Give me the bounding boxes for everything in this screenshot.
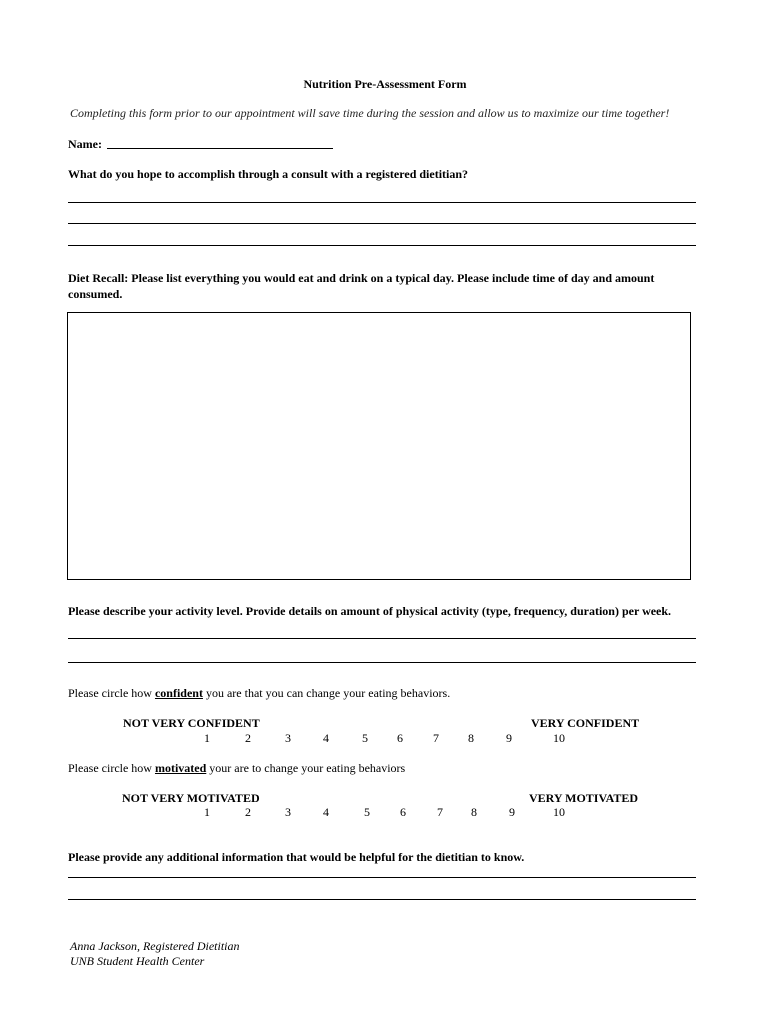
question-accomplish: What do you hope to accomplish through a consult with a registered dietitian?	[68, 167, 469, 181]
motivated-scale-7[interactable]: 7	[437, 805, 443, 819]
confident-scale-3[interactable]: 3	[285, 731, 291, 745]
signature-name: Anna Jackson, Registered Dietitian	[70, 939, 240, 953]
answer-line-accomplish-3[interactable]	[68, 245, 696, 246]
confident-high-label: VERY CONFIDENT	[531, 716, 640, 730]
signature-org: UNB Student Health Center	[70, 954, 205, 968]
name-field-line[interactable]	[107, 148, 333, 149]
confident-scale-4[interactable]: 4	[323, 731, 329, 745]
answer-line-additional-2[interactable]	[68, 899, 696, 900]
confident-scale-7[interactable]: 7	[433, 731, 439, 745]
question-activity: Please describe your activity level. Provide details on amount of physical activity (type, frequency, duration) per week.	[68, 604, 672, 618]
answer-line-accomplish-1[interactable]	[68, 202, 696, 203]
confident-scale-10[interactable]: 10	[553, 731, 565, 745]
confident-scale-1[interactable]: 1	[204, 731, 210, 745]
motivated-low-label: NOT VERY MOTIVATED	[122, 791, 260, 805]
confident-suffix: you are that you can change your eating behaviors.	[202, 686, 451, 700]
confident-keyword: confident	[154, 686, 203, 700]
confident-scale-9[interactable]: 9	[506, 731, 512, 745]
answer-line-additional-1[interactable]	[68, 877, 696, 878]
motivated-prompt	[68, 761, 405, 776]
confident-prompt	[68, 686, 450, 701]
question-additional: Please provide any additional information that would be helpful for the dietitian to know.	[68, 850, 525, 864]
form-title: Nutrition Pre-Assessment Form	[303, 77, 467, 91]
motivated-scale-9[interactable]: 9	[509, 805, 515, 819]
motivated-suffix: your are to change your eating behaviors	[206, 761, 406, 775]
motivated-scale-5[interactable]: 5	[364, 805, 370, 819]
motivated-prefix: Please circle how	[68, 761, 155, 775]
answer-line-accomplish-2[interactable]	[68, 223, 696, 224]
confident-scale-8[interactable]: 8	[468, 731, 474, 745]
motivated-scale-4[interactable]: 4	[323, 805, 329, 819]
motivated-scale-8[interactable]: 8	[471, 805, 477, 819]
name-label: Name:	[68, 137, 102, 151]
confident-prefix: Please circle how	[68, 686, 155, 700]
confident-scale-2[interactable]: 2	[245, 731, 251, 745]
answer-line-activity-2[interactable]	[68, 662, 696, 663]
diet-recall-prompt: Diet Recall: Please list everything you would eat and drink on a typical day. Please include time of day and amount consumed.	[68, 271, 655, 301]
confident-low-label: NOT VERY CONFIDENT	[123, 716, 260, 730]
diet-recall-box[interactable]	[67, 312, 691, 580]
answer-line-activity-1[interactable]	[68, 638, 696, 639]
motivated-scale-10[interactable]: 10	[553, 805, 565, 819]
motivated-scale-2[interactable]: 2	[245, 805, 251, 819]
motivated-high-label: VERY MOTIVATED	[529, 791, 639, 805]
motivated-scale-6[interactable]: 6	[400, 805, 406, 819]
motivated-scale-1[interactable]: 1	[204, 805, 210, 819]
motivated-keyword: motivated	[154, 761, 207, 775]
confident-scale-6[interactable]: 6	[397, 731, 403, 745]
confident-scale-5[interactable]: 5	[362, 731, 368, 745]
signature-block	[70, 939, 240, 969]
intro-text: Completing this form prior to our appointment will save time during the session and allow us to maximize our time together!	[70, 106, 670, 120]
motivated-scale-3[interactable]: 3	[285, 805, 291, 819]
